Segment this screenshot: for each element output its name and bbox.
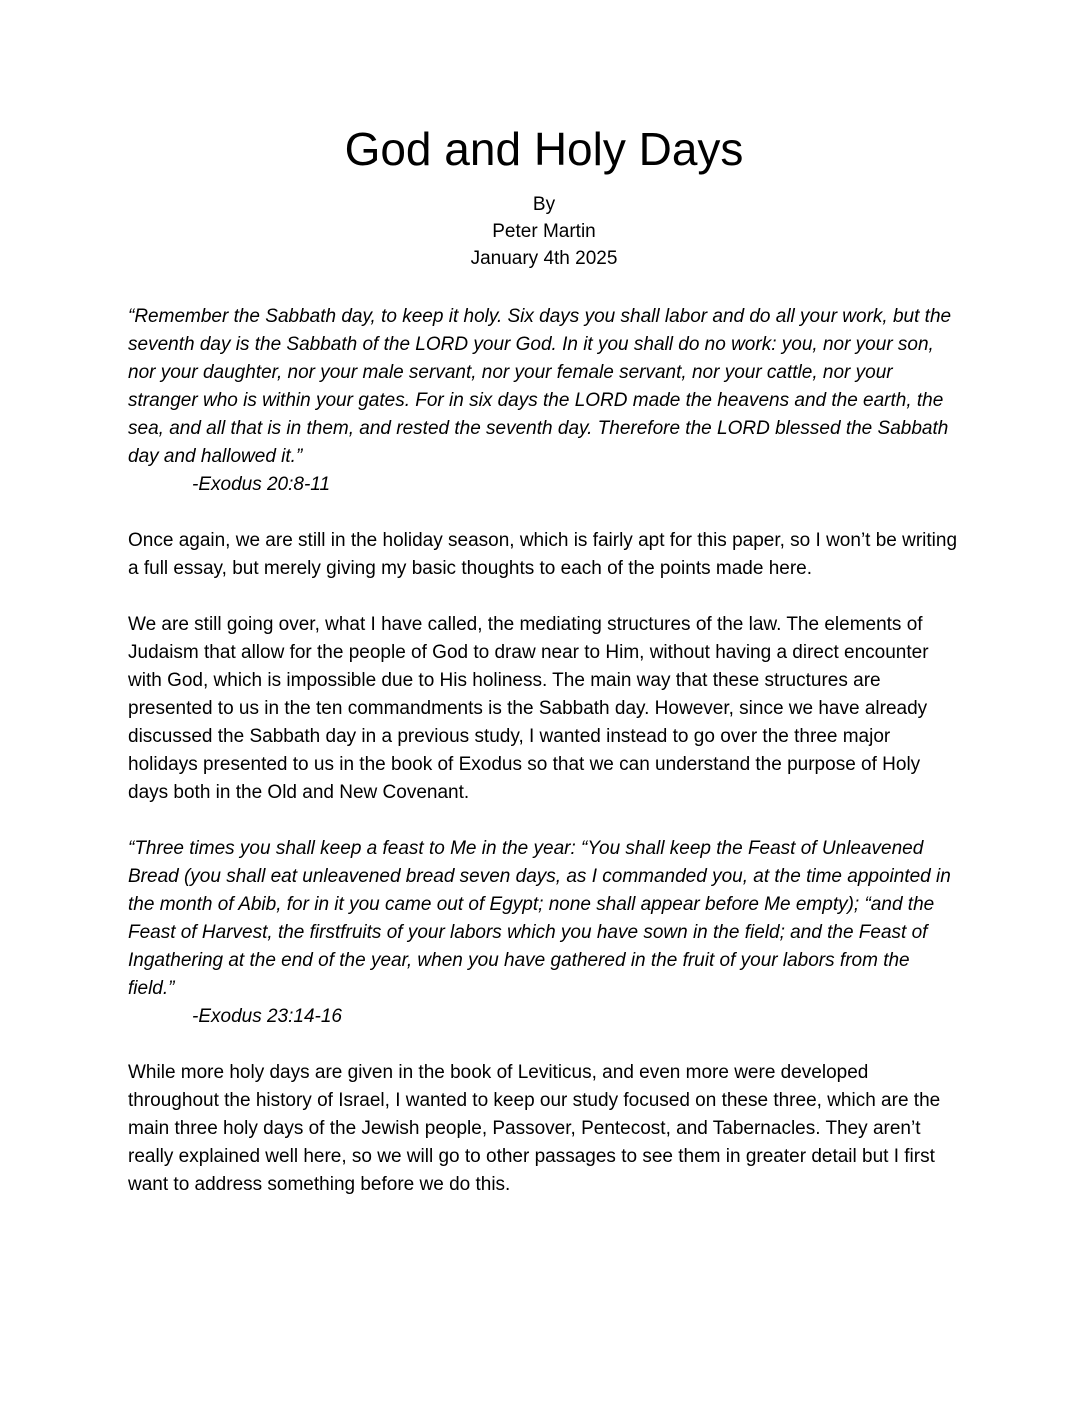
byline-date: January 4th 2025 bbox=[470, 248, 618, 269]
scripture-reference-exodus-23: -Exodus 23:14-16 bbox=[192, 1006, 342, 1027]
byline bbox=[128, 191, 960, 272]
scripture-quote-exodus-23: “Three times you shall keep a feast to Me in the year: “You shall keep the Feast of Unleavened Bread (you shall eat unleavened bread seven days, as I commanded you, at the time appointed in the month of Abib, for in it you came out of Egypt; none shall appear before Me empty); “and the Feast of Harvest, the firstfruits of your labors which you have sown in the field; and the Feast of Ingathering at the end of the year, when you have gathered in the fruit of your labors from the field.” bbox=[128, 838, 951, 999]
byline-author: Peter Martin bbox=[492, 221, 596, 242]
body-paragraph-mediating-structures: We are still going over, what I have called, the mediating structures of the law. The elements of Judaism that allow for the people of God to draw near to Him, without having a direct encounter with God, which is impossible due to His holiness. The main way that these structures are presented to us in the ten commandments is the Sabbath day. However, since we have already discussed the Sabbath day in a previous study, I wanted instead to go over the three major holidays presented to us in the book of Exodus so that we can understand the purpose of Holy days both in the Old and New Covenant. bbox=[128, 614, 929, 803]
document-title: God and Holy Days bbox=[344, 123, 744, 175]
body-paragraph-three-holy-days: While more holy days are given in the book of Leviticus, and even more were developed throughout the history of Israel, I wanted to keep our study focused on these three, which are the main three holy days of the Jewish people, Passover, Pentecost, and Tabernacles. They aren’t really explained well here, so we will go to other passages to see them in greater detail but I first want to address something before we do this. bbox=[128, 1062, 941, 1195]
scripture-quote-exodus-20: “Remember the Sabbath day, to keep it holy. Six days you shall labor and do all your work, but the seventh day is the Sabbath of the LORD your God. In it you shall do no work: you, nor your son, nor your daughter, nor your male servant, nor your female servant, nor your cattle, nor your stranger who is within your gates. For in six days the LORD made the heavens and the earth, the sea, and all that is in them, and rested the seventh day. Therefore the LORD blessed the Sabbath day and hallowed it.” bbox=[128, 306, 952, 467]
scripture-reference-exodus-20: -Exodus 20:8-11 bbox=[192, 474, 331, 495]
byline-by-label: By bbox=[532, 194, 556, 215]
body-paragraph-intro: Once again, we are still in the holiday season, which is fairly apt for this paper, so I won’t be writing a full essay, but merely giving my basic thoughts to each of the points made here. bbox=[128, 530, 958, 579]
